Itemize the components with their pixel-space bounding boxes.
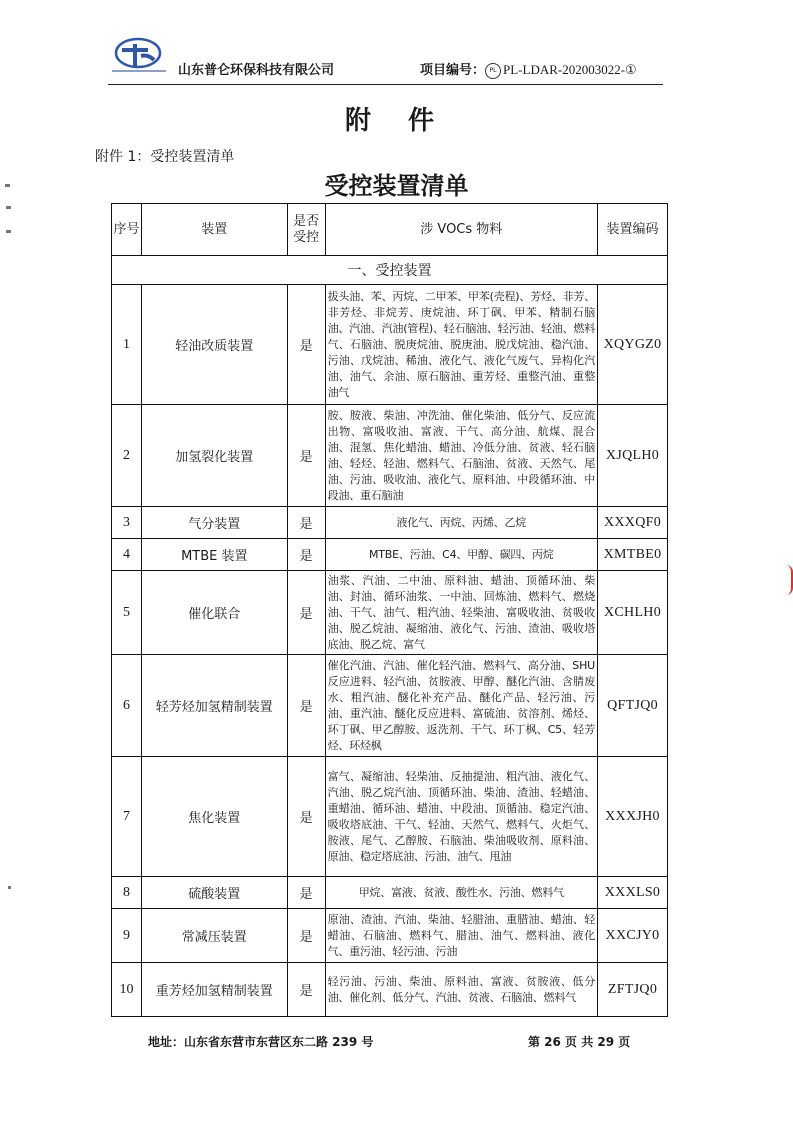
- row-code: XQYGZ0: [598, 285, 668, 405]
- project-number-value: PL-LDAR-202003022-①: [503, 62, 637, 77]
- scan-speck: [6, 206, 11, 209]
- row-materials: 油浆、汽油、二中油、原料油、蜡油、顶循环油、柴油、封油、循环油浆、一中油、回炼油、燃料气、燃烧油、干气、油气、粗汽油、轻柴油、富吸收油、贫吸收油、脱乙烷油、凝缩油、液化气、污油、渣油、吸收塔底油、脱乙烷、富气: [325, 571, 597, 655]
- scan-speck: [6, 230, 11, 233]
- row-controlled: 是: [287, 539, 325, 571]
- row-controlled: 是: [287, 285, 325, 405]
- row-code: XCHLH0: [598, 571, 668, 655]
- row-controlled: 是: [287, 405, 325, 507]
- table-row: [112, 877, 668, 909]
- section-heading: 一、受控装置: [112, 256, 668, 285]
- row-materials: 轻污油、污油、柴油、原料油、富液、贫胺液、低分油、催化剂、低分气、汽油、贫液、石脑油、燃料气: [325, 963, 597, 1017]
- row-controlled: 是: [287, 571, 325, 655]
- row-controlled: 是: [287, 655, 325, 757]
- row-seq: 1: [112, 285, 142, 405]
- table-row: [112, 507, 668, 539]
- scan-speck: [5, 184, 10, 187]
- edge-stamp-mark: [786, 565, 793, 595]
- company-logo: [108, 36, 170, 76]
- row-controlled: 是: [287, 757, 325, 877]
- table-row: [112, 757, 668, 877]
- row-code: ZFTJQ0: [598, 963, 668, 1017]
- row-unit: 重芳烃加氢精制装置: [141, 963, 287, 1017]
- row-seq: 5: [112, 571, 142, 655]
- row-seq: 6: [112, 655, 142, 757]
- row-seq: 7: [112, 757, 142, 877]
- row-materials: 催化汽油、汽油、催化轻汽油、燃料气、高分油、SHU 反应进料、轻汽油、贫胺液、甲醇、醚化汽油、含腈废水、粗汽油、醚化补充产品、醚化产品、轻污油、污油、重汽油、醚化反应进料、富硫油、贫溶剂、烯烃、环丁砜、甲乙醇胺、返洗剂、干气、环丁枫、C5、轻芳烃、环烃枫: [325, 655, 597, 757]
- row-code: XXXJH0: [598, 757, 668, 877]
- row-unit: 焦化装置: [141, 757, 287, 877]
- row-materials: 富气、凝缩油、轻柴油、反抽提油、粗汽油、液化气、汽油、脱乙烷汽油、顶循环油、柴油、渣油、轻蜡油、重蜡油、循环油、蜡油、中段油、顶循油、稳定汽油、吸收塔底油、干气、轻油、天然气、燃料气、火炬气、胺液、尾气、乙醇胺、石脑油、柴油吸收剂、原料油、原油、稳定塔底油、污油、油气、甩油: [325, 757, 597, 877]
- row-controlled: 是: [287, 877, 325, 909]
- row-seq: 4: [112, 539, 142, 571]
- footer-page-number: 第 26 页 共 29 页: [528, 1035, 631, 1049]
- table-row: [112, 539, 668, 571]
- row-unit: 轻芳烃加氢精制装置: [141, 655, 287, 757]
- row-code: XXXLS0: [598, 877, 668, 909]
- row-unit: 气分装置: [141, 507, 287, 539]
- company-seal-icon: PL: [485, 63, 501, 79]
- row-seq: 3: [112, 507, 142, 539]
- table-row: [112, 285, 668, 405]
- header-controlled: 是否受控: [287, 204, 325, 256]
- row-code: QFTJQ0: [598, 655, 668, 757]
- row-materials: 液化气、丙烷、丙烯、乙烷: [325, 507, 597, 539]
- controlled-units-table: [111, 203, 668, 1017]
- scan-speck: [8, 886, 11, 889]
- row-code: XJQLH0: [598, 405, 668, 507]
- project-number: [420, 59, 637, 79]
- header-code: 装置编码: [598, 204, 668, 256]
- header-seq: 序号: [112, 204, 142, 256]
- row-unit: MTBE 装置: [141, 539, 287, 571]
- row-controlled: 是: [287, 507, 325, 539]
- table-row: [112, 655, 668, 757]
- header-divider: [108, 84, 663, 85]
- row-seq: 2: [112, 405, 142, 507]
- row-controlled: 是: [287, 963, 325, 1017]
- row-materials: 胺、胺液、柴油、冲洗油、催化柴油、低分气、反应流出物、富吸收油、富液、干气、高分油、航煤、混合油、混氢、焦化蜡油、蜡油、冷低分油、贫液、轻石脑油、轻烃、轻油、燃料气、石脑油、贫液、天然气、尾油、污油、吸收油、液化气、原料油、中段循环油、中段油、重石脑油: [325, 405, 597, 507]
- row-materials: MTBE、污油、C4、甲醇、碳四、丙烷: [325, 539, 597, 571]
- table-row: [112, 909, 668, 963]
- row-unit: 常减压装置: [141, 909, 287, 963]
- row-unit: 催化联合: [141, 571, 287, 655]
- row-materials: 甲烷、富液、贫液、酸性水、污油、燃料气: [325, 877, 597, 909]
- row-unit: 轻油改质装置: [141, 285, 287, 405]
- row-seq: 9: [112, 909, 142, 963]
- table-row: [112, 405, 668, 507]
- header-unit: 装置: [141, 204, 287, 256]
- row-code: XXXQF0: [598, 507, 668, 539]
- row-controlled: 是: [287, 909, 325, 963]
- table-title: 受控装置清单: [324, 172, 469, 200]
- row-unit: 硫酸装置: [141, 877, 287, 909]
- row-seq: 8: [112, 877, 142, 909]
- row-materials: 拔头油、苯、丙烷、二甲苯、甲苯(壳程)、芳烃、非芳、非芳烃、非烷芳、庚烷油、环丁砜、甲苯、精制石脑油、汽油、汽油(管程)、轻石脑油、轻污油、轻油、燃料气、石脑油、脱庚烷油、脱庚油、脱戊烷油、稳汽油、污油、戊烷油、稀油、液化气、液化气废气、异构化汽油、油气、余油、原石脑油、重芳烃、重整汽油、重整油气: [325, 285, 597, 405]
- table-row: [112, 571, 668, 655]
- page-title: 附 件: [344, 106, 449, 136]
- row-unit: 加氢裂化装置: [141, 405, 287, 507]
- row-seq: 10: [112, 963, 142, 1017]
- row-materials: 原油、渣油、汽油、柴油、轻腊油、重腊油、蜡油、轻蜡油、石脑油、燃料气、腊油、油气、燃料油、液化气、重污油、轻污油、污油: [325, 909, 597, 963]
- project-number-label: 项目编号：: [420, 63, 486, 78]
- attachment-label: 附件 1：受控装置清单: [95, 149, 235, 165]
- footer-address: 地址：山东省东营市东营区东二路 239 号: [148, 1035, 374, 1049]
- row-code: XXCJY0: [598, 909, 668, 963]
- table-row: [112, 963, 668, 1017]
- header-materials: 涉 VOCs 物料: [325, 204, 597, 256]
- row-code: XMTBE0: [598, 539, 668, 571]
- company-name: 山东普仑环保科技有限公司: [178, 63, 335, 78]
